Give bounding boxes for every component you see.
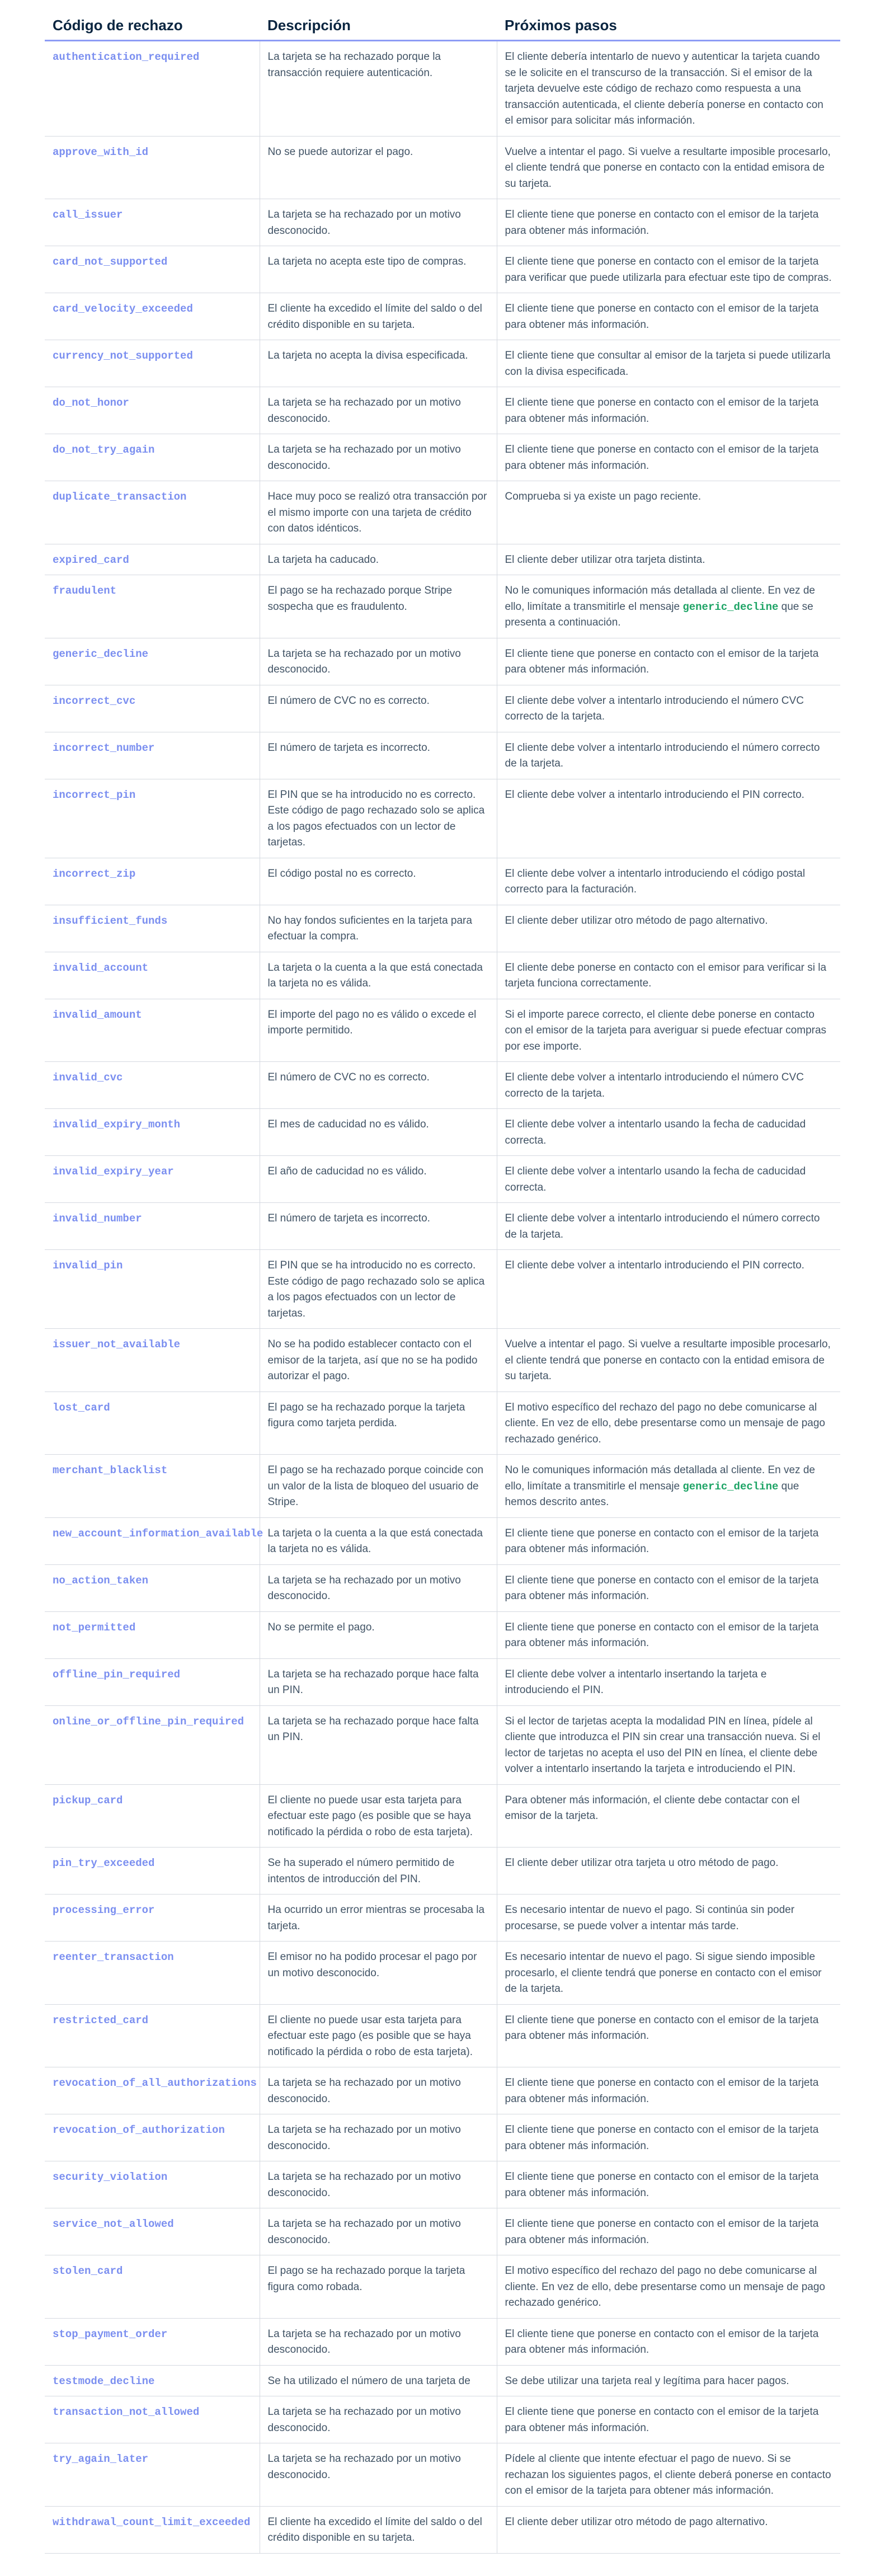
- decline-next-steps: El cliente tiene que ponerse en contacto con el emisor de la tarjeta para obtener más información.: [497, 293, 840, 340]
- next-steps-text-pre: No le comuniques información más detallada al cliente. En vez de ello, limítate a transmitirle el mensaje: [505, 585, 815, 613]
- decline-code-link[interactable]: insufficient_funds: [45, 905, 260, 952]
- decline-description: El número de CVC no es correcto.: [260, 1062, 497, 1109]
- decline-code-link[interactable]: stolen_card: [45, 2255, 260, 2319]
- table-row: [45, 1455, 840, 1518]
- decline-code-link[interactable]: currency_not_supported: [45, 340, 260, 387]
- table-row: [45, 2318, 840, 2365]
- decline-code-link[interactable]: reenter_transaction: [45, 1942, 260, 2005]
- decline-description: El cliente ha excedido el límite del saldo o del crédito disponible en su tarjeta.: [260, 293, 497, 340]
- decline-code-link[interactable]: online_or_offline_pin_required: [45, 1705, 260, 1784]
- table-row: [45, 2161, 840, 2208]
- decline-code-link[interactable]: authentication_required: [45, 41, 260, 137]
- decline-description: La tarjeta se ha rechazado por un motivo desconocido.: [260, 2161, 497, 2208]
- decline-code-link[interactable]: lost_card: [45, 1392, 260, 1455]
- decline-next-steps: El motivo específico del rechazo del pago no debe comunicarse al cliente. En vez de ello, debe presentarse como un mensaje de pago rechazado genérico.: [497, 1392, 840, 1455]
- table-row: [45, 199, 840, 246]
- decline-description: La tarjeta no acepta este tipo de compras.: [260, 246, 497, 293]
- decline-code-link[interactable]: incorrect_cvc: [45, 685, 260, 732]
- decline-description: El año de caducidad no es válido.: [260, 1156, 497, 1203]
- decline-code-link[interactable]: testmode_decline: [45, 2365, 260, 2396]
- table-row: [45, 905, 840, 952]
- decline-code-link[interactable]: restricted_card: [45, 2004, 260, 2067]
- decline-description: La tarjeta se ha rechazado por un motivo desconocido.: [260, 387, 497, 434]
- decline-description: El pago se ha rechazado porque la tarjeta figura como tarjeta perdida.: [260, 1392, 497, 1455]
- generic-decline-link[interactable]: generic_decline: [682, 600, 779, 613]
- decline-description: La tarjeta o la cuenta a la que está conectada la tarjeta no es válida.: [260, 1517, 497, 1564]
- decline-next-steps: Si el importe parece correcto, el cliente debe ponerse en contacto con el emisor de la tarjeta para averiguar si puede efectuar compras por ese importe.: [497, 999, 840, 1062]
- decline-code-link[interactable]: invalid_amount: [45, 999, 260, 1062]
- header-description: Descripción: [260, 13, 497, 41]
- table-row: [45, 2365, 840, 2396]
- table-row: [45, 1156, 840, 1203]
- decline-description: La tarjeta ha caducado.: [260, 544, 497, 575]
- decline-next-steps: El cliente tiene que ponerse en contacto con el emisor de la tarjeta para verificar que puede utilizarla para efectuar este tipo de compras.: [497, 246, 840, 293]
- decline-next-steps: [497, 1455, 840, 1518]
- table-row: [45, 1848, 840, 1895]
- table-row: [45, 1329, 840, 1392]
- decline-description: El cliente ha excedido el límite del saldo o del crédito disponible en su tarjeta.: [260, 2506, 497, 2553]
- decline-code-link[interactable]: incorrect_zip: [45, 858, 260, 905]
- decline-next-steps: Comprueba si ya existe un pago reciente.: [497, 481, 840, 544]
- decline-code-link[interactable]: pickup_card: [45, 1784, 260, 1848]
- next-steps-text-pre: No le comuniques información más detallada al cliente. En vez de ello, limítate a transmitirle el mensaje: [505, 1464, 815, 1492]
- decline-code-link[interactable]: transaction_not_allowed: [45, 2396, 260, 2443]
- decline-description: La tarjeta se ha rechazado por un motivo desconocido.: [260, 2067, 497, 2114]
- decline-description: La tarjeta se ha rechazado por un motivo desconocido.: [260, 2208, 497, 2255]
- decline-description: El emisor no ha podido procesar el pago por un motivo desconocido.: [260, 1942, 497, 2005]
- decline-description: El número de tarjeta es incorrecto.: [260, 732, 497, 779]
- table-row: [45, 1392, 840, 1455]
- decline-next-steps: El cliente debe volver a intentarlo introduciendo el número CVC correcto de la tarjeta.: [497, 1062, 840, 1109]
- decline-code-link[interactable]: fraudulent: [45, 575, 260, 638]
- decline-description: El importe del pago no es válido o excede el importe permitido.: [260, 999, 497, 1062]
- decline-code-link[interactable]: invalid_expiry_year: [45, 1156, 260, 1203]
- table-row: [45, 136, 840, 199]
- header-next-steps: Próximos pasos: [497, 13, 840, 41]
- decline-code-link[interactable]: card_not_supported: [45, 246, 260, 293]
- generic-decline-link[interactable]: generic_decline: [682, 1480, 779, 1493]
- decline-code-link[interactable]: revocation_of_all_authorizations: [45, 2067, 260, 2114]
- decline-description: El PIN que se ha introducido no es correcto. Este código de pago rechazado solo se aplica a los pagos efectuados con un lector de tarjetas.: [260, 779, 497, 858]
- decline-description: El código postal no es correcto.: [260, 858, 497, 905]
- decline-code-link[interactable]: duplicate_transaction: [45, 481, 260, 544]
- decline-next-steps: El cliente deber utilizar otro método de pago alternativo.: [497, 2506, 840, 2553]
- decline-next-steps: El cliente tiene que ponerse en contacto con el emisor de la tarjeta para obtener más información.: [497, 2114, 840, 2161]
- decline-code-link[interactable]: new_account_information_available: [45, 1517, 260, 1564]
- table-header: [45, 13, 840, 41]
- decline-description: Se ha superado el número permitido de intentos de introducción del PIN.: [260, 1848, 497, 1895]
- decline-next-steps: Si el lector de tarjetas acepta la modalidad PIN en línea, pídele al cliente que introduzca el PIN sin crear una transacción nueva. Si el lector de tarjetas no acepta el uso del PIN en línea, el cliente debe volver a intentarlo insertando la tarjeta e introduciendo el PIN.: [497, 1705, 840, 1784]
- decline-code-link[interactable]: incorrect_pin: [45, 779, 260, 858]
- decline-code-link[interactable]: call_issuer: [45, 199, 260, 246]
- decline-description: No se puede autorizar el pago.: [260, 136, 497, 199]
- table-row: [45, 1564, 840, 1611]
- decline-code-link[interactable]: no_action_taken: [45, 1564, 260, 1611]
- table-row: [45, 340, 840, 387]
- decline-next-steps: El cliente tiene que ponerse en contacto con el emisor de la tarjeta para obtener más información.: [497, 387, 840, 434]
- table-row: [45, 1203, 840, 1250]
- table-row: [45, 2114, 840, 2161]
- decline-code-link[interactable]: revocation_of_authorization: [45, 2114, 260, 2161]
- table-row: [45, 685, 840, 732]
- table-row: [45, 293, 840, 340]
- table-row: [45, 779, 840, 858]
- next-steps-text-post: que hemos descrito antes.: [505, 1480, 799, 1508]
- decline-next-steps: El cliente tiene que ponerse en contacto con el emisor de la tarjeta para obtener más información.: [497, 2004, 840, 2067]
- table-row: [45, 41, 840, 137]
- table-body: [45, 41, 840, 2554]
- decline-next-steps: El cliente debería intentarlo de nuevo y autenticar la tarjeta cuando se le solicite en el transcurso de la transacción. Si el emisor de la tarjeta devuelve este código de rechazo como respuesta a una transacción autenticada, el cliente debería ponerse en contacto con el emisor para solicitar más información.: [497, 41, 840, 137]
- table-row: [45, 732, 840, 779]
- decline-next-steps: El cliente tiene que ponerse en contacto con el emisor de la tarjeta para obtener más información.: [497, 1611, 840, 1658]
- decline-codes-table: [45, 13, 840, 2554]
- table-row: [45, 638, 840, 685]
- decline-description: El número de tarjeta es incorrecto.: [260, 1203, 497, 1250]
- decline-code-link[interactable]: generic_decline: [45, 638, 260, 685]
- decline-code-link[interactable]: do_not_honor: [45, 387, 260, 434]
- decline-code-link[interactable]: expired_card: [45, 544, 260, 575]
- decline-code-link[interactable]: incorrect_number: [45, 732, 260, 779]
- decline-next-steps: El cliente tiene que ponerse en contacto con el emisor de la tarjeta para obtener más información.: [497, 2318, 840, 2365]
- table-row: [45, 1517, 840, 1564]
- decline-code-link[interactable]: invalid_cvc: [45, 1062, 260, 1109]
- header-row: [45, 13, 840, 41]
- decline-code-link[interactable]: invalid_account: [45, 952, 260, 999]
- decline-next-steps: El cliente debe volver a intentarlo usando la fecha de caducidad correcta.: [497, 1156, 840, 1203]
- decline-next-steps: El cliente debe volver a intentarlo introduciendo el número correcto de la tarjeta.: [497, 1203, 840, 1250]
- decline-next-steps: El cliente debe volver a intentarlo usando la fecha de caducidad correcta.: [497, 1109, 840, 1156]
- decline-code-link[interactable]: approve_with_id: [45, 136, 260, 199]
- decline-next-steps: El cliente deber utilizar otra tarjeta distinta.: [497, 544, 840, 575]
- decline-next-steps: El cliente debe ponerse en contacto con el emisor para verificar si la tarjeta funciona correctamente.: [497, 952, 840, 999]
- decline-code-link[interactable]: do_not_try_again: [45, 434, 260, 481]
- table-row: [45, 2443, 840, 2507]
- decline-description: Ha ocurrido un error mientras se procesaba la tarjeta.: [260, 1895, 497, 1942]
- decline-code-link[interactable]: stop_payment_order: [45, 2318, 260, 2365]
- decline-code-link[interactable]: pin_try_exceeded: [45, 1848, 260, 1895]
- decline-description: La tarjeta se ha rechazado por un motivo desconocido.: [260, 199, 497, 246]
- table-row: [45, 544, 840, 575]
- decline-next-steps: El cliente debe volver a intentarlo introduciendo el código postal correcto para la facturación.: [497, 858, 840, 905]
- decline-next-steps: El cliente tiene que ponerse en contacto con el emisor de la tarjeta para obtener más información.: [497, 434, 840, 481]
- table-row: [45, 999, 840, 1062]
- table-row: [45, 952, 840, 999]
- decline-code-link[interactable]: invalid_pin: [45, 1250, 260, 1329]
- decline-description: La tarjeta no acepta la divisa especificada.: [260, 340, 497, 387]
- decline-next-steps: El cliente debe volver a intentarlo introduciendo el PIN correcto.: [497, 1250, 840, 1329]
- table-row: [45, 481, 840, 544]
- decline-description: La tarjeta se ha rechazado porque hace falta un PIN.: [260, 1705, 497, 1784]
- decline-description: La tarjeta se ha rechazado por un motivo desconocido.: [260, 2318, 497, 2365]
- decline-next-steps: El cliente tiene que ponerse en contacto con el emisor de la tarjeta para obtener más información.: [497, 2161, 840, 2208]
- decline-description: El pago se ha rechazado porque la tarjeta figura como robada.: [260, 2255, 497, 2319]
- decline-code-link[interactable]: service_not_allowed: [45, 2208, 260, 2255]
- decline-next-steps: El cliente tiene que ponerse en contacto con el emisor de la tarjeta para obtener más información.: [497, 199, 840, 246]
- decline-code-link[interactable]: merchant_blacklist: [45, 1455, 260, 1518]
- decline-code-link[interactable]: not_permitted: [45, 1611, 260, 1658]
- decline-next-steps: [497, 575, 840, 638]
- decline-next-steps: El cliente deber utilizar otro método de pago alternativo.: [497, 905, 840, 952]
- decline-next-steps: El cliente tiene que ponerse en contacto con el emisor de la tarjeta para obtener más información.: [497, 638, 840, 685]
- decline-description: La tarjeta se ha rechazado porque hace falta un PIN.: [260, 1658, 497, 1705]
- decline-next-steps: El motivo específico del rechazo del pago no debe comunicarse al cliente. En vez de ello, debe presentarse como un mensaje de pago rechazado genérico.: [497, 2255, 840, 2319]
- decline-description: No hay fondos suficientes en la tarjeta para efectuar la compra.: [260, 905, 497, 952]
- next-steps-text-post: que se presenta a continuación.: [505, 600, 813, 628]
- decline-description: La tarjeta se ha rechazado por un motivo desconocido.: [260, 434, 497, 481]
- table-row: [45, 246, 840, 293]
- decline-description: Se ha utilizado el número de una tarjeta de: [260, 2365, 497, 2396]
- decline-next-steps: Es necesario intentar de nuevo el pago. Si sigue siendo imposible procesarlo, el cliente tendrá que ponerse en contacto con el emisor de la tarjeta.: [497, 1942, 840, 2005]
- decline-code-link[interactable]: invalid_expiry_month: [45, 1109, 260, 1156]
- decline-next-steps: El cliente deber utilizar otra tarjeta u otro método de pago.: [497, 1848, 840, 1895]
- table-row: [45, 2396, 840, 2443]
- decline-description: El PIN que se ha introducido no es correcto. Este código de pago rechazado solo se aplica a los pagos efectuados con un lector de tarjetas.: [260, 1250, 497, 1329]
- decline-next-steps: El cliente tiene que ponerse en contacto con el emisor de la tarjeta para obtener más información.: [497, 2396, 840, 2443]
- decline-next-steps: Se debe utilizar una tarjeta real y legítima para hacer pagos.: [497, 2365, 840, 2396]
- table-row: [45, 2255, 840, 2319]
- decline-description: El cliente no puede usar esta tarjeta para efectuar este pago (es posible que se haya notificado la pérdida o robo de esta tarjeta).: [260, 2004, 497, 2067]
- decline-next-steps: El cliente tiene que ponerse en contacto con el emisor de la tarjeta para obtener más información.: [497, 2067, 840, 2114]
- decline-code-link[interactable]: processing_error: [45, 1895, 260, 1942]
- decline-code-link[interactable]: card_velocity_exceeded: [45, 293, 260, 340]
- decline-description: La tarjeta se ha rechazado por un motivo desconocido.: [260, 1564, 497, 1611]
- decline-next-steps: El cliente debe volver a intentarlo introduciendo el número correcto de la tarjeta.: [497, 732, 840, 779]
- table-row: [45, 387, 840, 434]
- table-row: [45, 858, 840, 905]
- decline-code-link[interactable]: issuer_not_available: [45, 1329, 260, 1392]
- decline-description: El pago se ha rechazado porque Stripe sospecha que es fraudulento.: [260, 575, 497, 638]
- decline-description: El pago se ha rechazado porque coincide con un valor de la lista de bloqueo del usuario de Stripe.: [260, 1455, 497, 1518]
- decline-description: Hace muy poco se realizó otra transacción por el mismo importe con una tarjeta de crédito con datos idénticos.: [260, 481, 497, 544]
- decline-code-link[interactable]: security_violation: [45, 2161, 260, 2208]
- table-row: [45, 1658, 840, 1705]
- decline-description: No se permite el pago.: [260, 1611, 497, 1658]
- table-row: [45, 2004, 840, 2067]
- decline-next-steps: Vuelve a intentar el pago. Si vuelve a resultarte imposible procesarlo, el cliente tendrá que ponerse en contacto con la entidad emisora de su tarjeta.: [497, 1329, 840, 1392]
- decline-next-steps: Vuelve a intentar el pago. Si vuelve a resultarte imposible procesarlo, el cliente tendrá que ponerse en contacto con la entidad emisora de su tarjeta.: [497, 136, 840, 199]
- table-row: [45, 575, 840, 638]
- decline-description: La tarjeta se ha rechazado por un motivo desconocido.: [260, 2114, 497, 2161]
- decline-next-steps: El cliente debe volver a intentarlo introduciendo el número CVC correcto de la tarjeta.: [497, 685, 840, 732]
- decline-description: La tarjeta o la cuenta a la que está conectada la tarjeta no es válida.: [260, 952, 497, 999]
- decline-description: No se ha podido establecer contacto con el emisor de la tarjeta, así que no se ha podido autorizar el pago.: [260, 1329, 497, 1392]
- decline-description: El número de CVC no es correcto.: [260, 685, 497, 732]
- decline-code-link[interactable]: withdrawal_count_limit_exceeded: [45, 2506, 260, 2553]
- table-row: [45, 2067, 840, 2114]
- decline-next-steps: Es necesario intentar de nuevo el pago. Si continúa sin poder procesarse, se puede volver a intentar más tarde.: [497, 1895, 840, 1942]
- decline-next-steps: El cliente tiene que ponerse en contacto con el emisor de la tarjeta para obtener más información.: [497, 1517, 840, 1564]
- table-row: [45, 1611, 840, 1658]
- decline-next-steps: El cliente debe volver a intentarlo introduciendo el PIN correcto.: [497, 779, 840, 858]
- decline-description: El cliente no puede usar esta tarjeta para efectuar este pago (es posible que se haya notificado la pérdida o robo de esta tarjeta).: [260, 1784, 497, 1848]
- table-row: [45, 2506, 840, 2553]
- decline-next-steps: El cliente tiene que ponerse en contacto con el emisor de la tarjeta para obtener más información.: [497, 1564, 840, 1611]
- decline-code-link[interactable]: offline_pin_required: [45, 1658, 260, 1705]
- table-row: [45, 1705, 840, 1784]
- table-row: [45, 1250, 840, 1329]
- decline-next-steps: Para obtener más información, el cliente debe contactar con el emisor de la tarjeta.: [497, 1784, 840, 1848]
- table-row: [45, 1062, 840, 1109]
- table-row: [45, 1942, 840, 2005]
- decline-next-steps: El cliente tiene que consultar al emisor de la tarjeta si puede utilizarla con la divisa especificada.: [497, 340, 840, 387]
- decline-code-link[interactable]: try_again_later: [45, 2443, 260, 2507]
- table-row: [45, 1784, 840, 1848]
- decline-next-steps: El cliente tiene que ponerse en contacto con el emisor de la tarjeta para obtener más información.: [497, 2208, 840, 2255]
- decline-code-link[interactable]: invalid_number: [45, 1203, 260, 1250]
- table-row: [45, 1109, 840, 1156]
- table-row: [45, 434, 840, 481]
- decline-description: El mes de caducidad no es válido.: [260, 1109, 497, 1156]
- decline-next-steps: El cliente debe volver a intentarlo insertando la tarjeta e introduciendo el PIN.: [497, 1658, 840, 1705]
- decline-description: La tarjeta se ha rechazado por un motivo desconocido.: [260, 2443, 497, 2507]
- decline-description: La tarjeta se ha rechazado por un motivo desconocido.: [260, 2396, 497, 2443]
- decline-description: La tarjeta se ha rechazado por un motivo desconocido.: [260, 638, 497, 685]
- header-code: Código de rechazo: [45, 13, 260, 41]
- decline-description: La tarjeta se ha rechazado porque la transacción requiere autenticación.: [260, 41, 497, 137]
- table-row: [45, 2208, 840, 2255]
- table-row: [45, 1895, 840, 1942]
- decline-next-steps: Pídele al cliente que intente efectuar el pago de nuevo. Si se rechazan los siguientes pagos, el cliente deberá ponerse en contacto con el emisor de la tarjeta para obtener más información.: [497, 2443, 840, 2507]
